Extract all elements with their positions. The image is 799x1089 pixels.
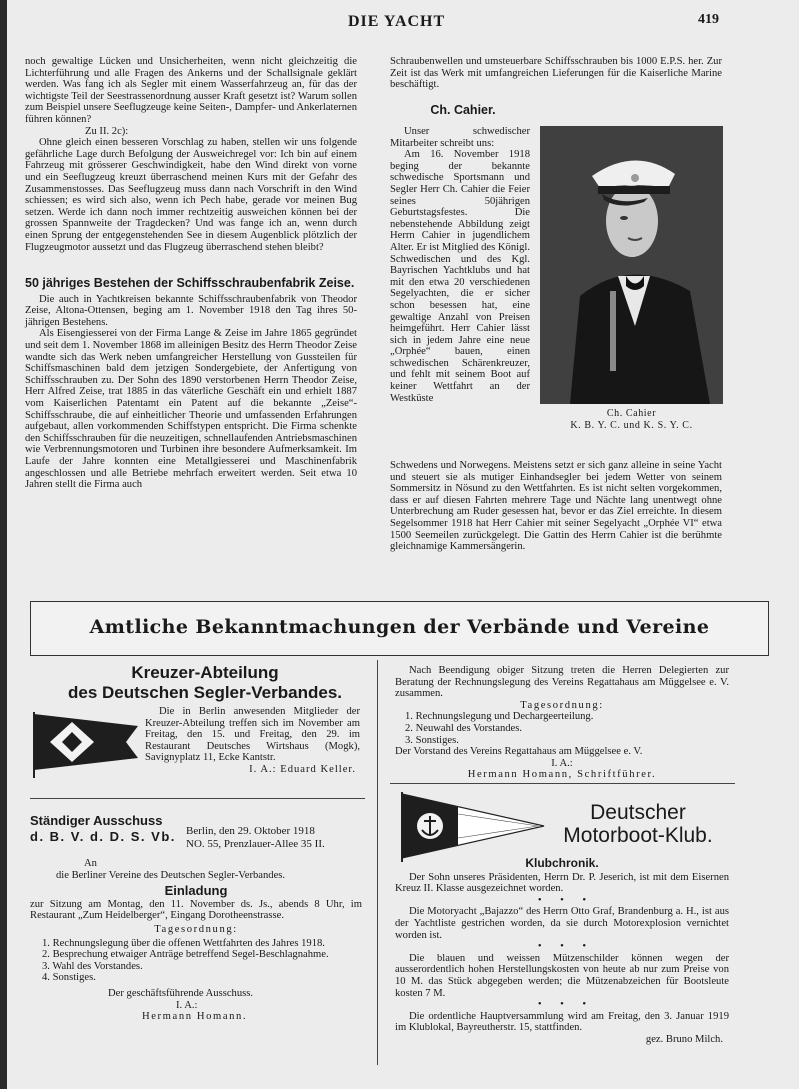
paragraph: zur Sitzung am Montag, den 11. November ds. Js., abends 8 Uhr, im Restaurant „Zum Heidelberger“, Eingang Dorotheenstrasse. [30,898,362,922]
caption-clubs: K. B. Y. C. und K. S. Y. C. [570,420,693,431]
paragraph: Als Eisengiesserei von der Firma Lange & Zeise im Jahre 1865 gegründet und seit dem 1. November 1868 im alleinigen Besitz des Herrn Theodor Zeise wandte sich das Werk neben umfangreicher Herstellung von Gussteilen für Schiffsmaschinen bald dem jetzigen Sondergebiete, der Anfertigung von Schiffsschrauben zu. Der Sohn des 1890 verstorbenen Herrn Theodor Zeise, Herr Alfred Zeise, trat 1885 in das väterliche Geschäft ein und erhielt 1887 vom Kaiserlichen Patentamt ein Patent auf die bekannte „Zeise“-Schiffsschraube, die auf einheitlicher Theorie und umfassenden Erfahrungen aufgebaut, allen vorkommenden Schiffstypen entspricht. Die Firma schenkte den Schiffsschrauben für die neuzeitigen, schnellaufenden Antriebsmaschinen wie Verbrennungsmotoren und Turbinen ihre besondere Aufmerksamkeit. Im Laufe der Jahre konnten eine Metallgiesserei und Maschinenfabrik angeschlossen und alle Betriebe mehrfach erweitert werden. Seit etwa 10 Jahren stellt die Firma auch [25,328,357,491]
paragraph: Der Sohn unseres Präsidenten, Herrn Dr. P. Jeserich, ist mit dem Eisernen Kreuz II. Klasse ausgezeichnet worden. [395,871,729,895]
signature-line: I. A.: [551,757,573,769]
paragraph: Die auch in Yachtkreisen bekannte Schiffsschraubenfabrik von Theodor Zeise, Altona-Ottensen, beging am 1. November 1918 den Tag ihres 50-jährigen Bestehens. [25,293,357,328]
divider [30,798,365,799]
motorboot-pennant-icon [398,790,548,862]
ausschuss-address: NO. 55, Prenzlauer-Allee 35 II. [186,838,325,850]
agenda-item: 3. Wahl des Vorstandes. [42,960,143,972]
agenda-item: 1. Rechnungslegung und Dechargeerteilung. [405,711,594,723]
motorboot-title-2: Motorboot-Klub. [563,824,713,847]
kreuzer-title-1: Kreuzer-Abteilung [131,663,279,682]
addressee-line: die Berliner Vereine des Deutschen Segler-Verbandes. [56,869,286,881]
divider [390,783,735,784]
ausschuss-body [30,858,362,1023]
portrait-image [540,126,723,404]
signature-line: Der Vorstand des Vereins Regattahaus am Müggelsee e. V. [395,746,643,758]
motorboot-title-1: Deutscher [590,801,686,824]
signature-line: Der geschäftsführende Ausschuss. [108,987,254,999]
signature: I. A.: Eduard Keller. [249,763,356,775]
page-number: 419 [698,12,719,27]
agenda-heading: Tagesordnung: [520,699,604,711]
ausschuss-title-2: d. B. V. d. D. S. Vb. [30,829,176,844]
article-heading: Ch. Cahier. [430,102,496,117]
signature-name: Hermann Homann. [142,1011,248,1023]
ausschuss-date: Berlin, den 29. Oktober 1918 [186,825,315,837]
column-left [25,56,357,491]
column-right-wrap [390,126,530,404]
article-heading: 50 jähriges Bestehen der Schiffsschraubenfabrik Zeise. [25,276,355,291]
agenda-heading: Tagesordnung: [154,923,238,935]
paragraph: Schraubenwellen und umsteuerbare Schiffsschrauben bis 1000 E.P.S. her. Zur Zeit ist das Werk mit umfangreichen Lieferungen für die Kaiserliche Marine beschäftigt. [390,56,722,91]
agenda-item: 3. Sonstiges. [405,734,459,746]
paragraph: Die ordentliche Hauptversammlung wird am Freitag, den 3. Januar 1919 im Klublokal, Bayreutherstr. 15, stattfinden. [395,1010,729,1034]
signature: gez. Bruno Milch. [645,1033,723,1045]
paragraph: Unser schwedischer Mitarbeiter schreibt uns: [390,126,530,149]
agenda-item: 4. Sonstiges. [42,972,96,984]
column-right-top [390,56,722,122]
paragraph: Nach Beendigung obiger Sitzung treten die Herren Delegierten zur Beratung der Rechnungslegung des Vereins Regattahaus am Müggelsee e. V. zusammen. [395,665,729,700]
invitation-heading: Einladung [164,883,228,899]
ausschuss-title-1: Ständiger Ausschuss [30,813,163,828]
separator-dots: • • • [537,894,587,906]
subheading: Zu II. 2c): [85,125,129,137]
kreuzer-text [145,706,360,776]
separator-dots: • • • [537,941,587,953]
column-right-bottom [390,460,722,553]
regatta-notice [395,665,729,781]
paragraph: noch gewaltige Lücken und Unsicherheiten, wenn nicht gleichzeitig die Lichterführung und alle Fragen des Ankerns und der Schallsignale geklärt werden. Was fang ich als Segler mit einem Wasserfahrzeug an, für das der wichtigste Teil der Seestrassenordnung ausser Kraft gesetzt ist? Warum sollen zum Beispiel unsere Seeflugzeuge keine Seiten-, Dampfer- und Ankerlaternen führen können? [25,56,357,125]
kreuzer-pennant-icon [30,708,140,780]
caption-name: Ch. Cahier [606,408,657,419]
paragraph: Ohne gleich einen besseren Vorschlag zu haben, stellen wir uns folgende gefährliche Lage durch Befolgung der Ausweichregel vor: Ich bin auf einem Fahrzeug mit grösserer Geschwindigkeit, habe den Wind direkt von vorne und ein Seeflugzeug kreuzt überraschend meinen Kurs mit der Gefahr des Zusammenstosses. Das Seeflugzeug muss dann nach Vorschrift in den Wind schiessen; es wird sich also, wenn ich Pech habe, gerade vor meinen Bug setzen. Werde ich dann noch immer rechtzeitig ausweichen können bei der grossen Spannweite der Tragdecken? Und was fange ich an, wenn durch einen Sprung der entgegenstehenden See in diesem Augenblick plötzlich der Flugzeugmotor aussetzt und das Flugzeug überraschend stehen bleibt? [25,137,357,253]
addressee: An [84,858,97,869]
agenda-item: 1. Rechnungslegung über die offenen Wettfahrten des Jahres 1918. [42,937,325,949]
paragraph: Am 16. November 1918 beging der bekannte schwedische Sportsmann und Segler Herr Ch. Cahier die Feier seines 50jährigen Geburtstagsfestes. Die nebenstehende Abbildung zeigt Herrn Cahier in jugendlichem Alter. Er ist Mitglied des Königl. Schwedischen und des Kgl. Bayrischen Yachtklubs und hat mit den etwa 20 verschiedenen Segelyachten, die er sicher schon besessen hat, eine gewaltige Anzahl von Preisen heimgeführt. Herr Cahier lässt sich in jedem Jahre eine neue „Orphée“ bauen, einen schwedischen Schärenkreuzer, und fehlt mit seinem Boot auf keiner Wettfahrt an der Westküste [390,149,530,404]
paragraph: Schwedens und Norwegens. Meistens setzt er sich ganz alleine in seine Yacht und steuert sie als mutiger Einhandsegler bei jedem Wetter von seinem Sommersitz in Nösund zu den Wettfahrten. Es ist nicht selten vorgekommen, dass er auf diesen Fahrten mehrere Tage und Nächte lang unentwegt ohne Unterbrechung am Ruder gesessen hat, bevor er das Ziel erreichte. In diesem Segelsommer 1918 hat Herr Cahier mit seiner Segelyacht „Orphée VI“ etwa 1500 Seemeilen zurückgelegt. Die Gattin des Herrn Cahier ist die berühmte gleichnamige Kammersängerin. [390,460,722,553]
paragraph: Die blauen und weissen Mützenschilder können wegen der ausserordentlich hohen Herstellungskosten von heute ab nur zum Preise von 10 M. das Stück abgegeben werden; die Mützenabzeichen für Bootsleute kosten 7 M. [395,952,729,999]
agenda-item: 2. Besprechung etwaiger Anträge betreffend Segel-Beschlagnahme. [42,949,329,961]
portrait-caption [540,408,723,432]
official-notices-banner [30,601,769,656]
separator-dots: • • • [537,999,587,1011]
agenda-item: 2. Neuwahl des Vorstandes. [405,722,523,734]
scan-edge [0,0,7,1089]
paragraph: Die Motoryacht „Bajazzo“ des Herrn Otto Graf, Brandenburg a. H., ist aus der Yachtliste gestrichen worden, da sie durch Motorexplosion vernichtet worden ist. [395,906,729,941]
kreuzer-title-2: des Deutschen Segler-Verbandes. [68,683,342,702]
paragraph: Die in Berlin anwesenden Mitglieder der Kreuzer-Abteilung treffen sich im November am Freitag, den 15. und Freitag, den 29. im Restaurant Deutsches Wirtshaus (Mogk), Savignyplatz 11, Ecke Kantstr. [145,706,360,764]
chronik-heading: Klubchronik. [525,856,599,870]
portrait-photo [540,126,723,404]
column-divider [377,660,378,1065]
page-header-title: DIE YACHT [348,13,446,30]
banner-title: Amtliche Bekanntmachungen der Verbände und Vereine [89,616,710,638]
motorboot-chronik [395,858,729,1046]
signature-name: Hermann Homann, Schriftführer. [467,769,657,781]
signature-line: I. A.: [176,999,198,1011]
